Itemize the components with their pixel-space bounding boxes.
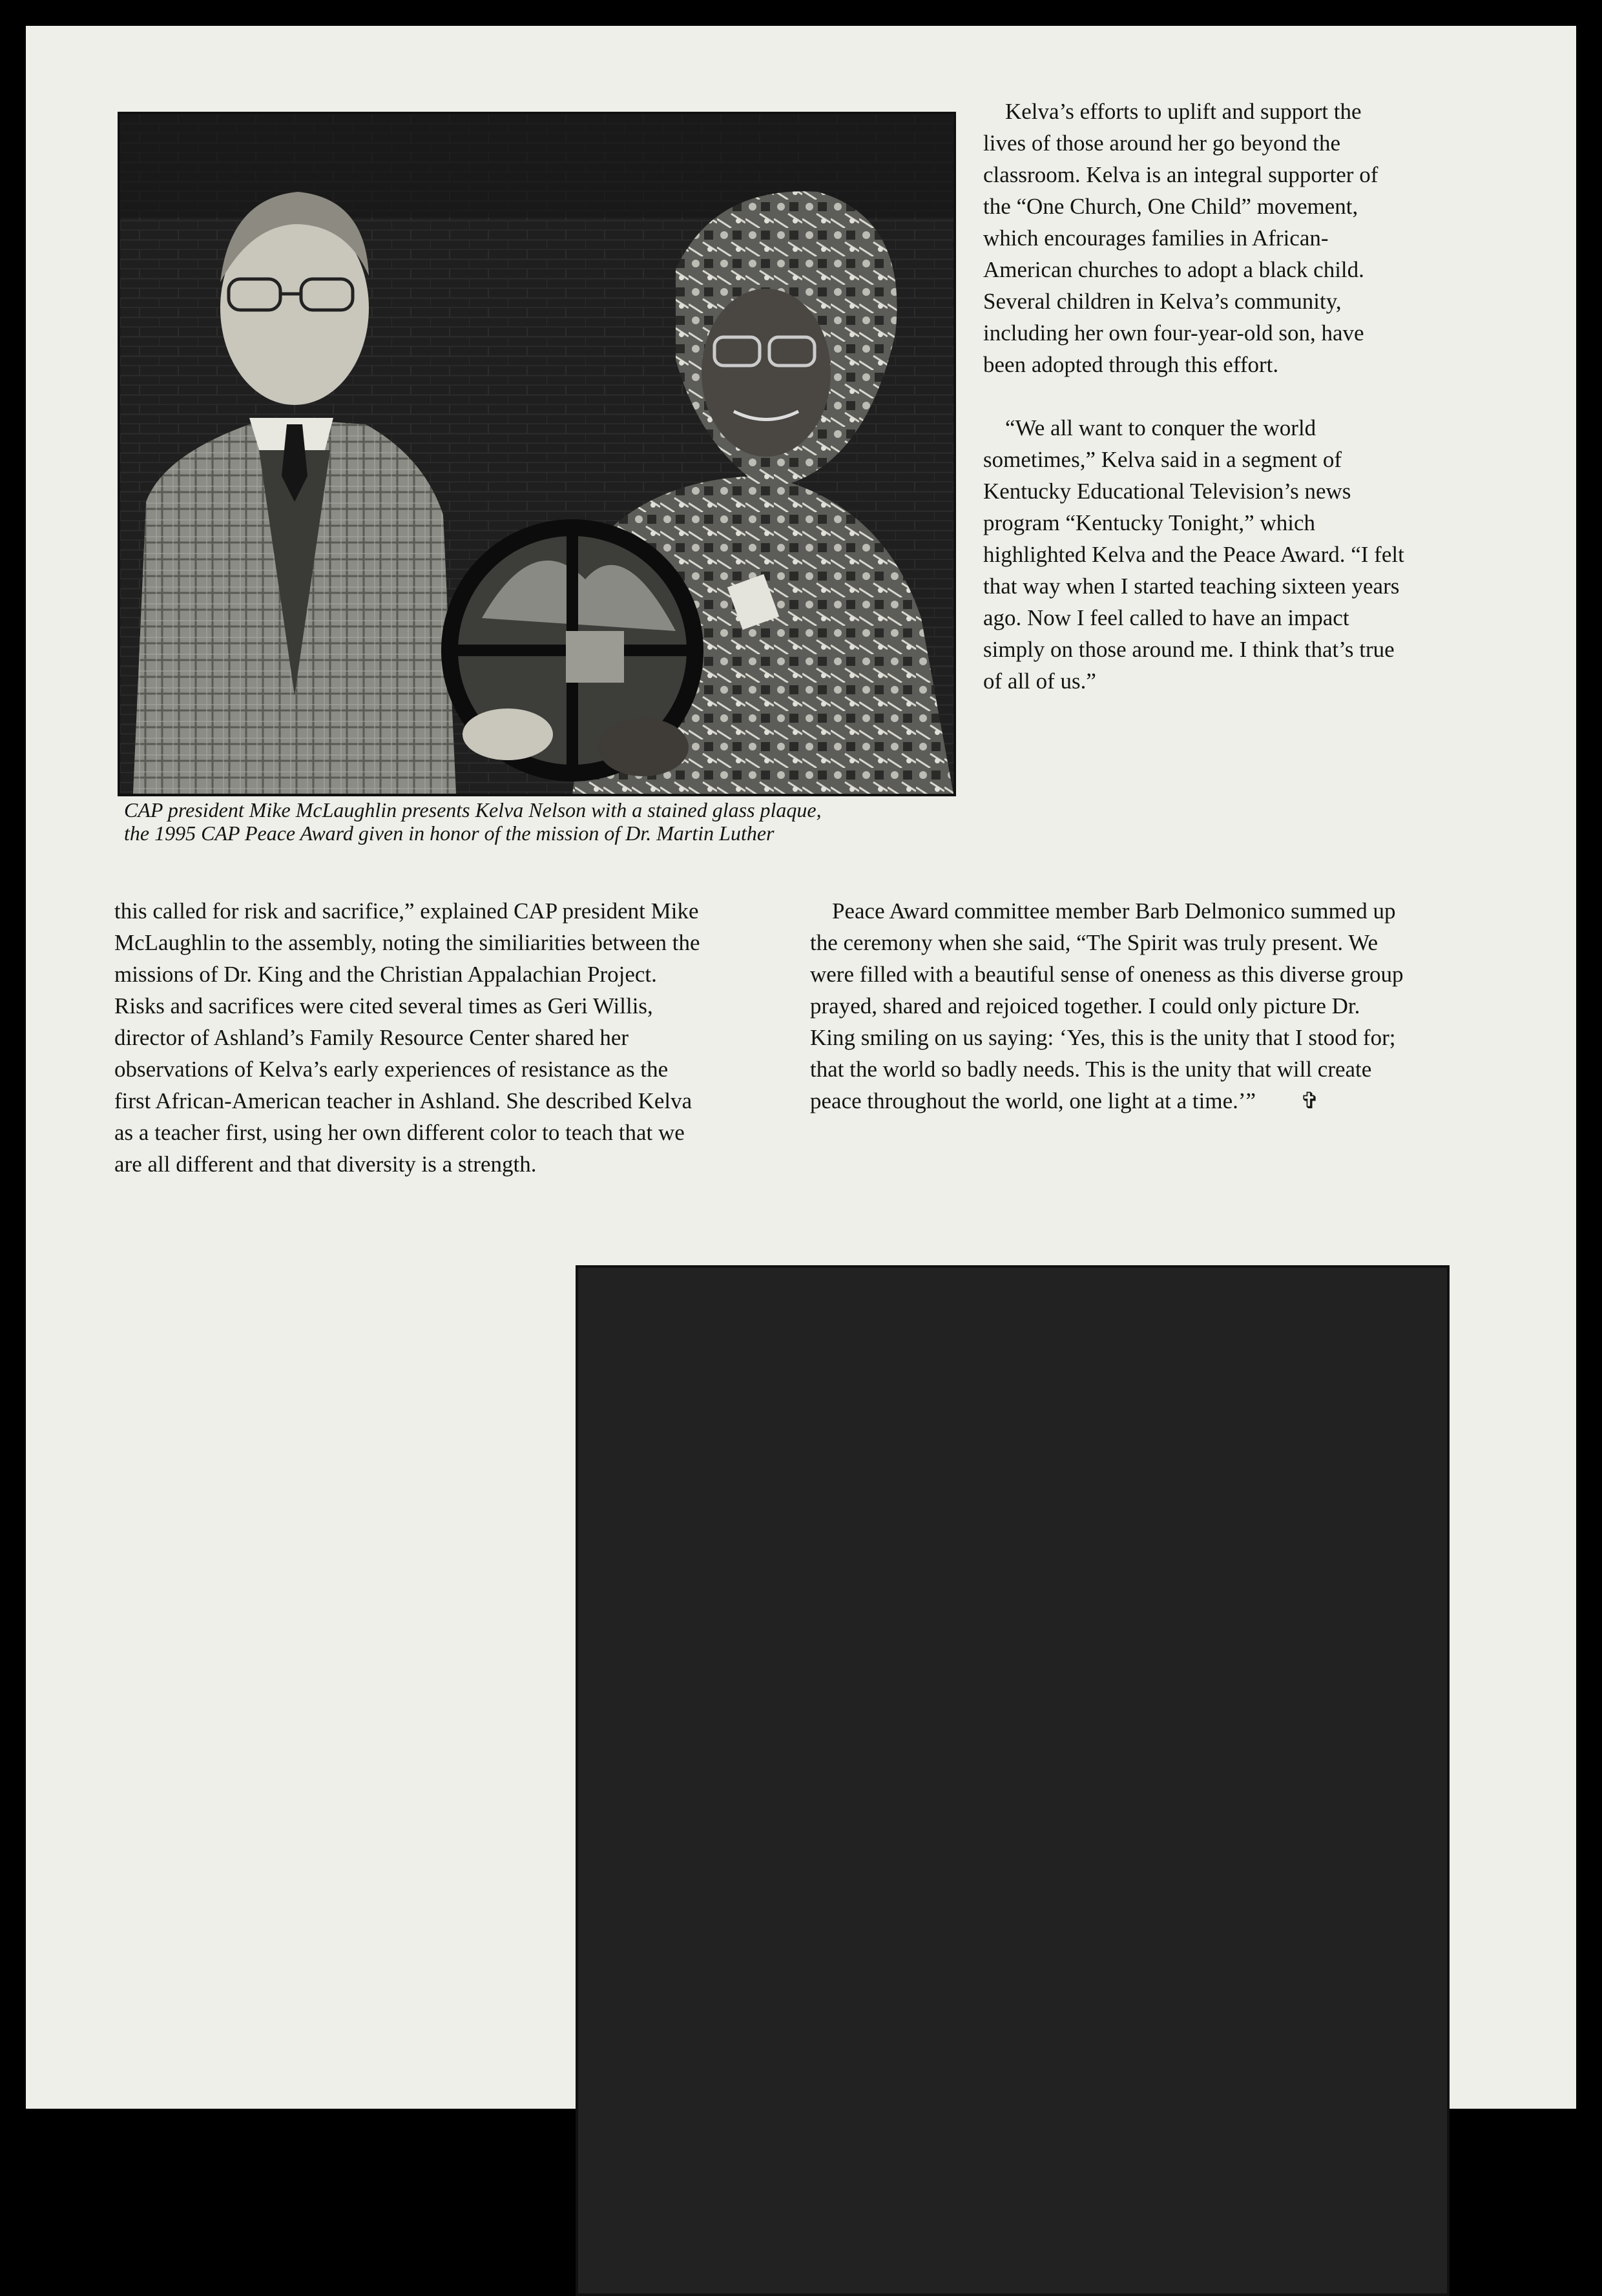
paragraph: Kelva’s efforts to uplift and support the lives of those around her go beyond the classroom. Kelva is an integral supporter of the “One Church, One Child” movement, which encourages families in African-American churches to adopt a black child. Several children in Kelva’s community, including her own four-year-old son, have been adopted through this effort. [983,99,1378,377]
caption-line: CAP president Mike McLaughlin presents Kelva Nelson with a stained glass plaque, [124,798,822,822]
page-overlay [26,26,1576,2109]
keyboard-gathering-photo [576,1265,1450,2296]
paragraph: this called for risk and sacrifice,” explained CAP president Mike McLaughlin to the assembly, noting the similiarities between the missions of Dr. King and the Christian Appalachian Project. Risks and sacrifices were cited several times as Geri Willis, director of Ashland’s Family Resource Center shared her observations of Kelva’s early experiences of resistance as the first African-American teacher in Ashland. She described Kelva as a teacher first, using her own different color to teach that we are all different and that diversity is a strength. [114,898,700,1177]
caption-line: the 1995 CAP Peace Award given in honor of the mission of Dr. Martin Luther [124,822,775,845]
end-mark-cross-icon: ✞ [1300,1088,1320,1113]
paragraph-text: Peace Award committee member Barb Delmonico summed up the ceremony when she said, “The Spirit was truly present. We were filled with a beautiful sense of oneness as this diverse group prayed, shared and rejoiced together. I could only picture Dr. King smiling on us saying: ‘Yes, this is the unity that I stood for; that the world so badly needs. This is the unity that will create peace throughout the world, one light at a time.’” [810,898,1404,1113]
paragraph: “We all want to conquer the world sometimes,” Kelva said in a segment of Kentucky Educational Television’s news program “Kentucky Tonight,” which highlighted Kelva and the Peace Award. “I felt that way when I started teaching sixteen years ago. Now I feel called to have an impact simply on those around me. I think that’s true of all of us.” [983,415,1404,694]
